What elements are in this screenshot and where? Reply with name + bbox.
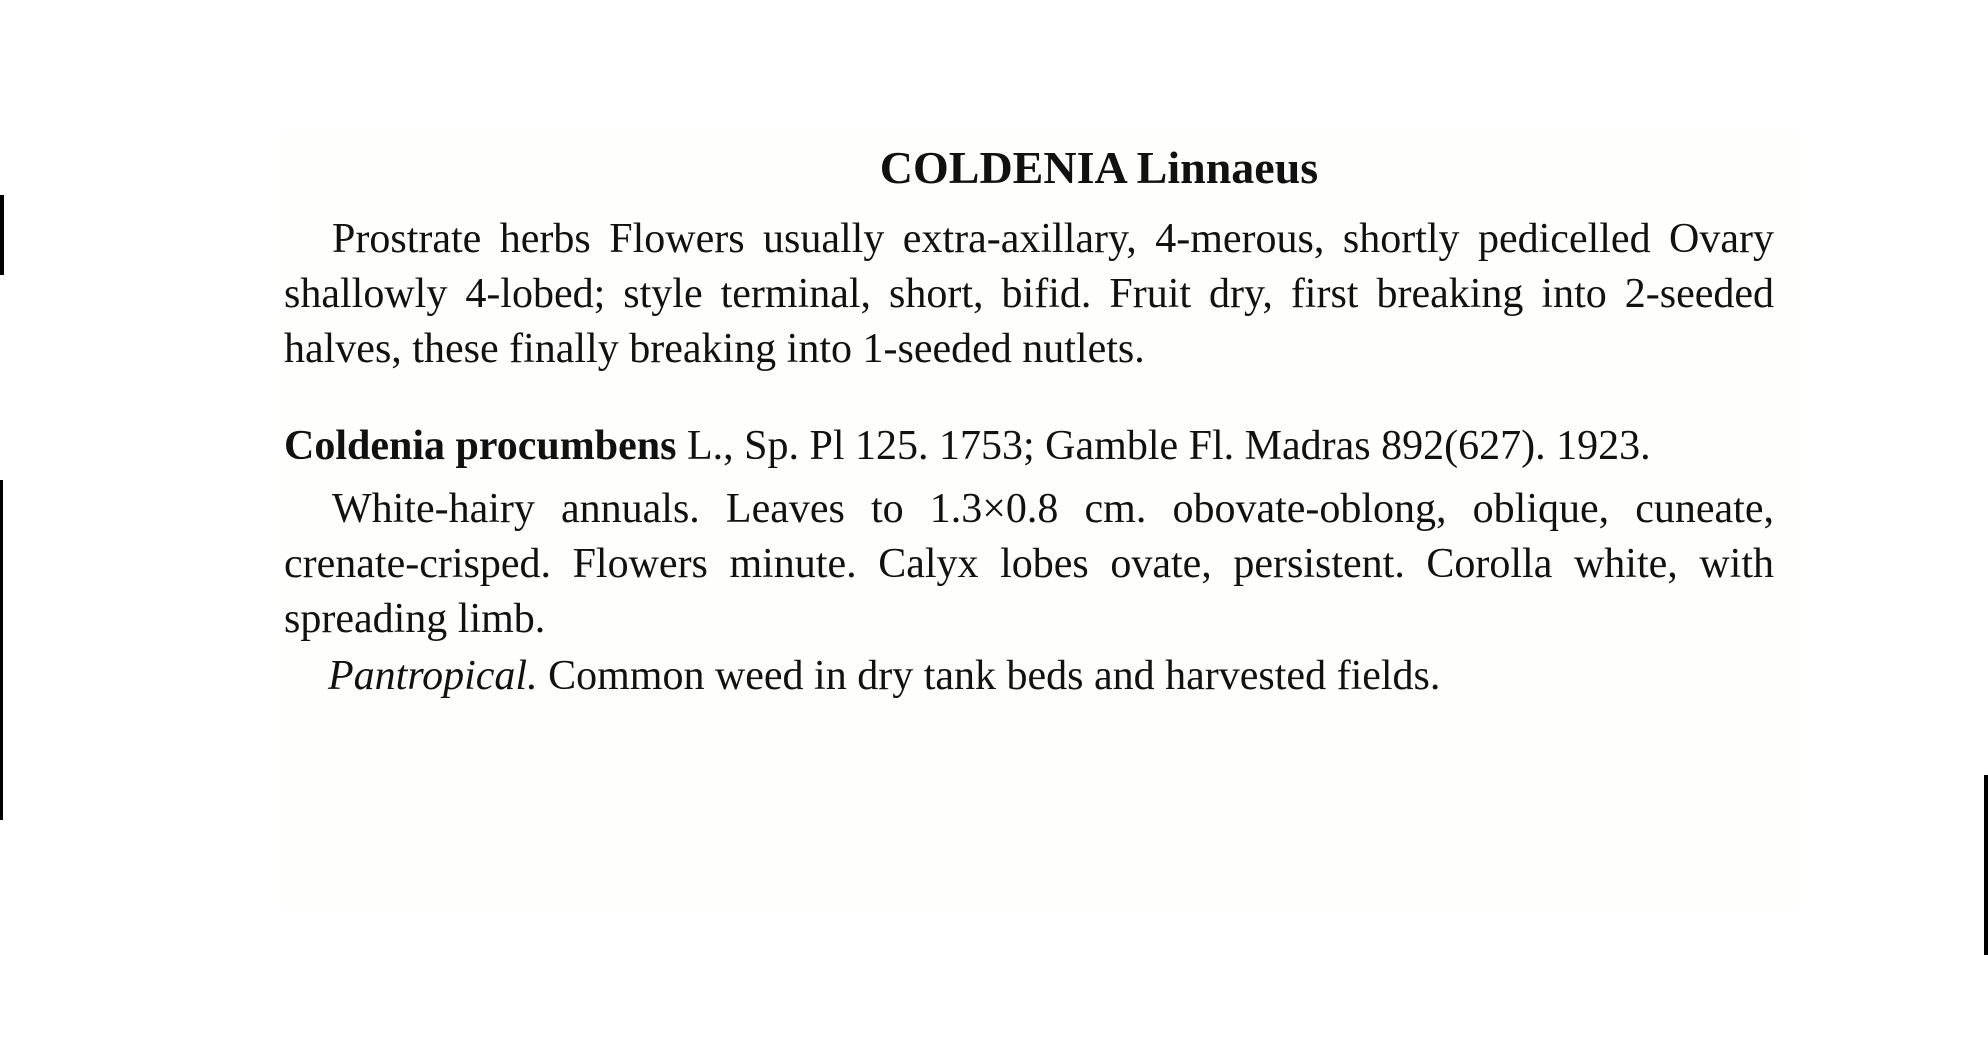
scan-edge-mark [0, 195, 4, 275]
genus-description: Prostrate herbs Flowers usually extra-axillary, 4-merous, shortly pedicelled Ovary shallowly 4-lobed; style terminal, short, bifid. Fruit dry, first breaking into 2-seeded halves, these finally breaking into 1-seeded nutlets. [284, 216, 1774, 372]
species-distribution [284, 649, 1774, 704]
distribution-text: Common weed in dry tank beds and harvested fields. [548, 653, 1441, 699]
species-entry [284, 419, 1774, 474]
scan-edge-mark [1984, 775, 1988, 955]
document-body [284, 138, 1774, 704]
species-name: Coldenia procumbens [284, 423, 677, 469]
species-description: White-hairy annuals. Leaves to 1.3×0.8 cm. obovate-oblong, oblique, cuneate, crenate-crisped. Flowers minute. Calyx lobes ovate, persistent. Corolla white, with spreading limb. [284, 486, 1774, 642]
genus-authority: Linnaeus [1136, 142, 1319, 193]
scan-edge-mark [0, 480, 3, 820]
distribution-region: Pantropical. [328, 653, 538, 699]
genus-name: COLDENIA [879, 142, 1126, 193]
genus-heading [284, 138, 1774, 198]
species-citation: L., Sp. Pl 125. 1753; Gamble Fl. Madras 892(627). 1923. [686, 423, 1651, 469]
